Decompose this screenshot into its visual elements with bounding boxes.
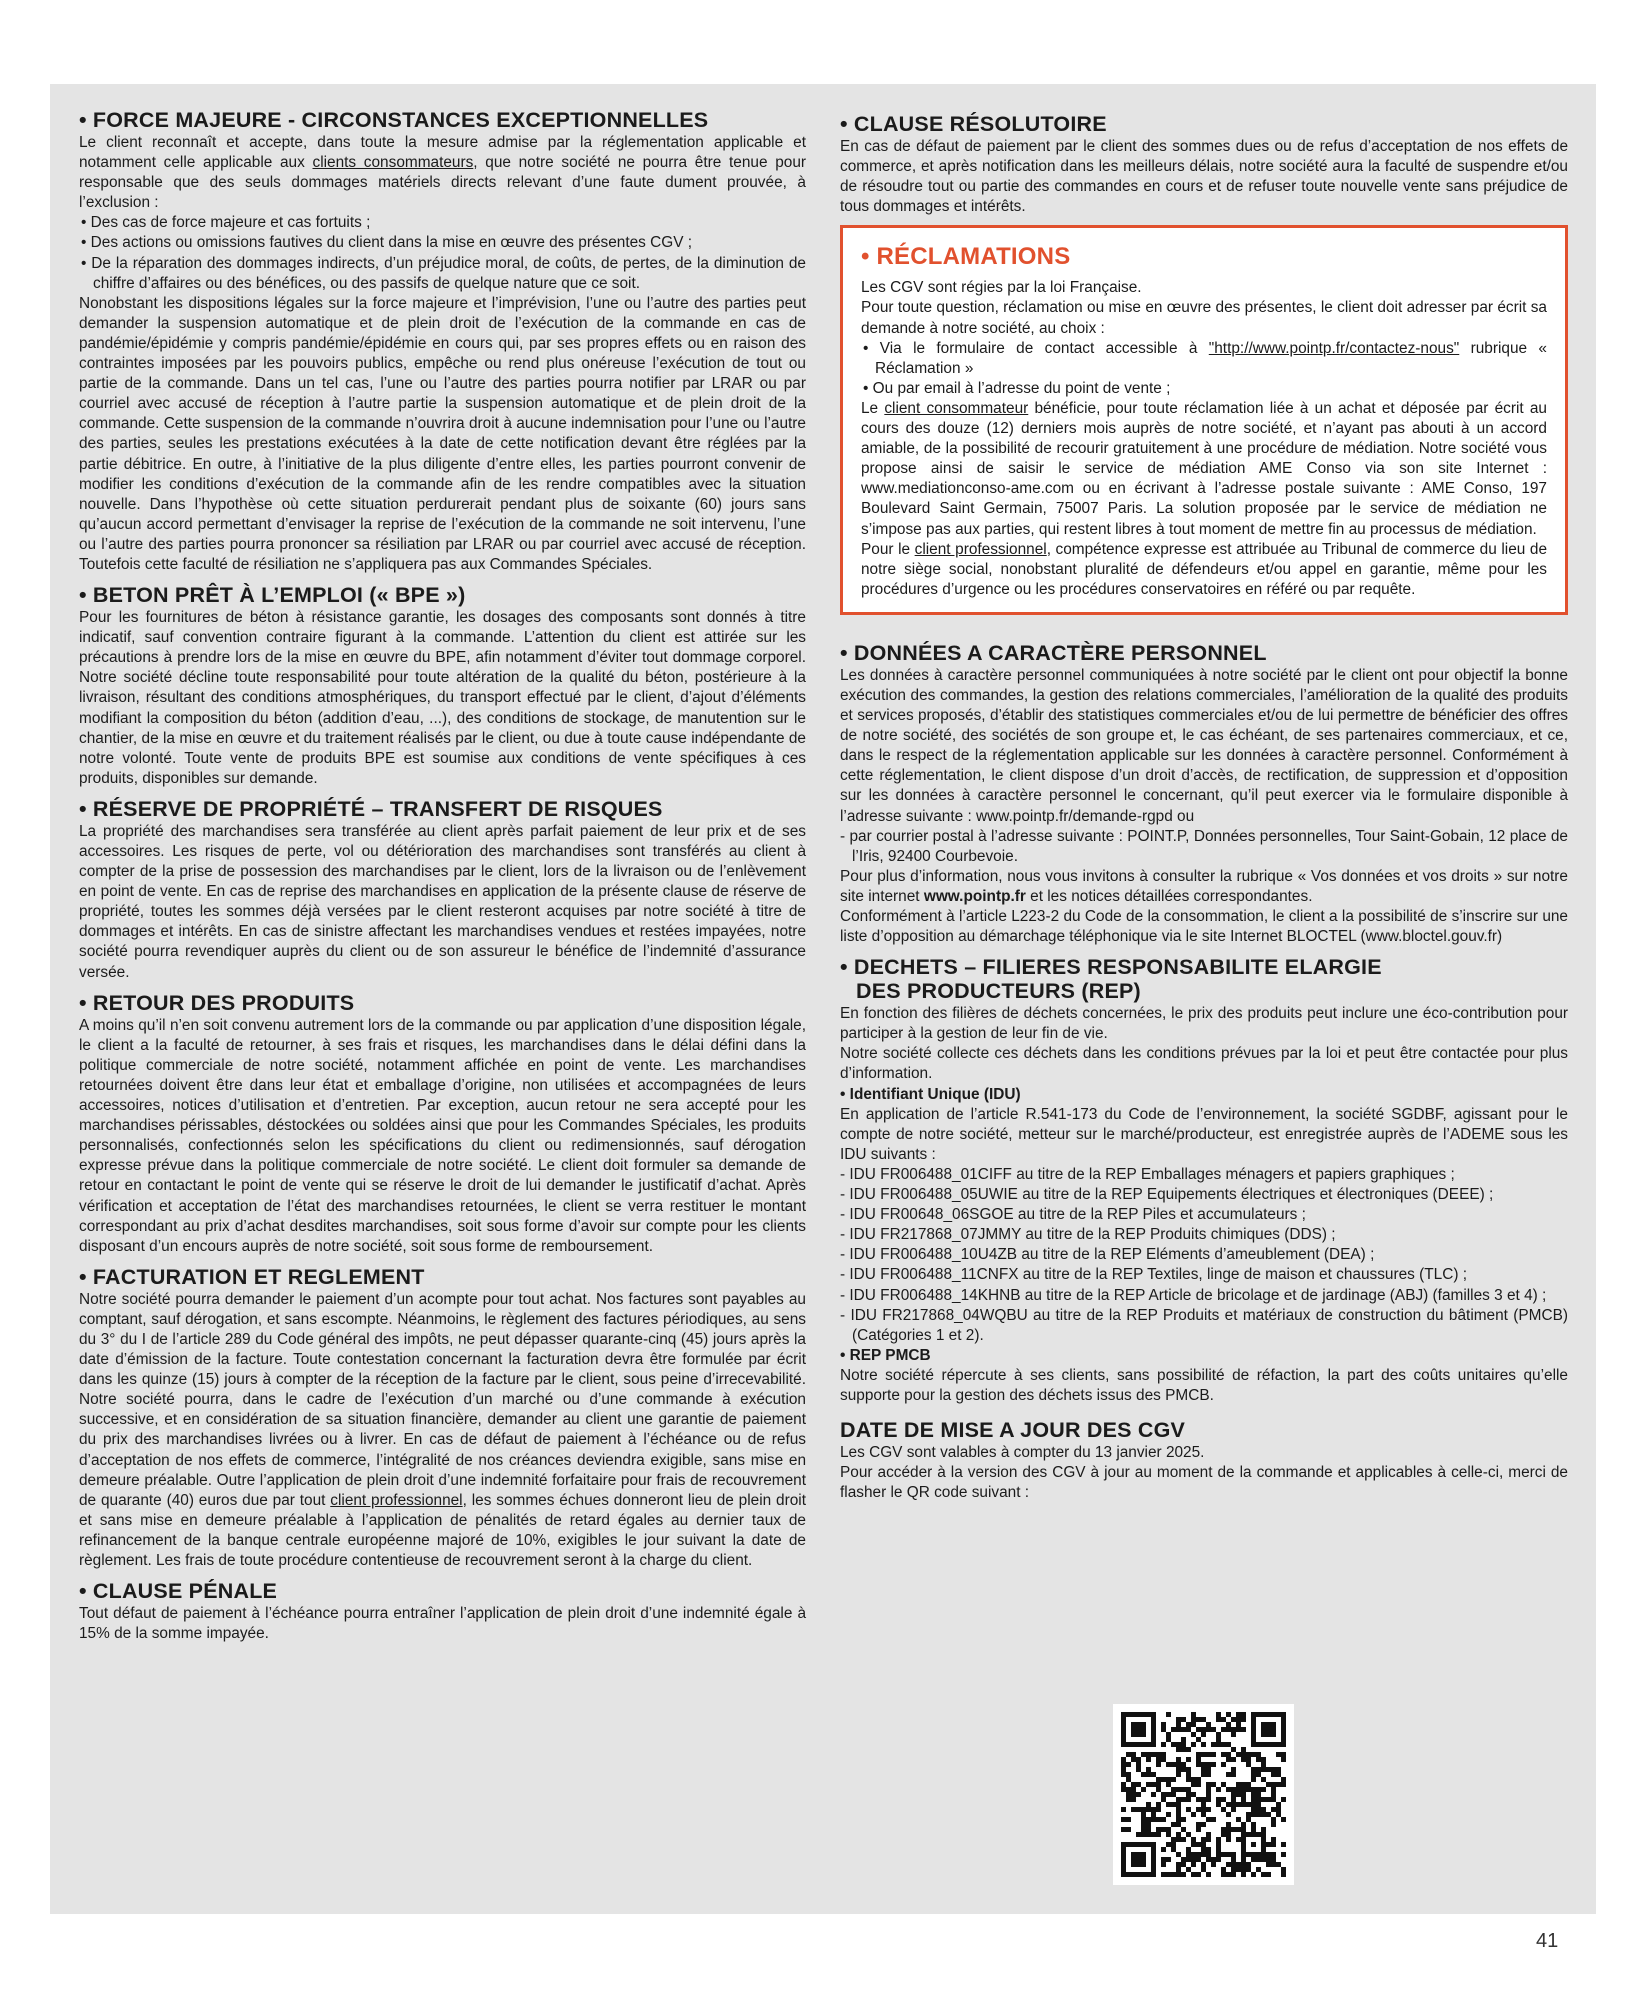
left-column: [79, 108, 806, 1652]
client-professionnel-link[interactable]: client professionnel: [330, 1491, 463, 1509]
section-facturation: [79, 1265, 806, 1571]
dechets-contact: Notre société collecte ces déchets dans les conditions prévues par la loi et peut être contactée pour plus d’information.: [840, 1045, 1568, 1083]
reclamations-box: [840, 225, 1568, 615]
page-number: 41: [1536, 1930, 1559, 1952]
idu-item: - IDU FR006488_14KHNB au titre de la REP Article de bricolage et de jardinage (ABJ) (familles 3 et 4) ;: [840, 1286, 1547, 1304]
clients-consommateurs-link[interactable]: clients consommateurs: [312, 154, 474, 172]
reserve-title: • RÉSERVE DE PROPRIÉTÉ – TRANSFERT DE RISQUES: [79, 796, 663, 821]
section-force-majeure: [79, 108, 806, 575]
exclusion-item: • Des actions ou omissions fautives du client dans la mise en œuvre des présentes CGV ;: [81, 234, 693, 252]
idu-item: - IDU FR006488_05UWIE au titre de la REP Equipements électriques et électroniques (DEEE) ;: [840, 1186, 1494, 1204]
idu-item: - IDU FR006488_01CIFF au titre de la REP Emballages ménagers et papiers graphiques ;: [840, 1165, 1455, 1183]
client-professionnel-link[interactable]: client professionnel: [914, 540, 1047, 558]
facturation-title: • FACTURATION ET REGLEMENT: [79, 1264, 425, 1289]
idu-intro: En application de l’article R.541-173 du Code de l’environnement, la société SGDBF, agissant pour le compte de notre société, metteur sur le marché/producteur, est enregistrée auprès de l’ADEME sous les IDU suivants :: [840, 1105, 1568, 1163]
force-majeure-title: • FORCE MAJEURE - CIRCONSTANCES EXCEPTIONNELLES: [79, 108, 709, 132]
maj-title: DATE DE MISE A JOUR DES CGV: [840, 1418, 1186, 1443]
section-retour: [79, 991, 806, 1257]
resolutoire-title: • CLAUSE RÉSOLUTOIRE: [840, 112, 1107, 136]
mediation-text: Le client consommateur bénéficie, pour toute réclamation liée à un achat et déposée par écrit au cours des douze (12) derniers mois auprès de notre société, et n’ayant pas abouti à un accord amiable, de la possibilité de recourir gratuitement à une procédure de médiation. Notre société vous propose ainsi de saisir le service de médiation AME Conso via son site Internet : www.mediationconso-ame.com ou en écrivant à l’adresse postale suivante : AME Conso, 197 Boulevard Saint Germain, 75007 Paris. La solution proposée par le service de médiation ne s’impose pas aux parties, qui restent libres à tout moment de mettre fin au processus de médiation.: [861, 399, 1547, 538]
pointp-website[interactable]: www.pointp.fr: [923, 887, 1026, 905]
donnees-bloctel: Conformément à l’article L223-2 du Code de la consommation, le client a la possibilité de s’inscrire sur une liste d’opposition au démarchage téléphonique via le site Internet BLOCTEL (www.bloctel.gouv.fr): [840, 908, 1568, 946]
reclamations-law: Les CGV sont régies par la loi Française.: [861, 279, 1142, 297]
resolutoire-body: En cas de défaut de paiement par le client des sommes dues ou de refus d’acceptation de nos effets de commerce, et après notification dans les meilleurs délais, notre société aura la faculté de suspendre et/ou de résoudre tout ou partie des commandes en cours et de refuser toute nouvelle vente sans préjudice de tous dommages et intérêts.: [840, 138, 1568, 216]
reclamations-intro: Pour toute question, réclamation ou mise en œuvre des présentes, le client doit adresser par écrit sa demande à notre société, au choix :: [861, 299, 1547, 337]
maj-qr-instruction: Pour accéder à la version des CGV à jour au moment de la commande et applicables à celle-ci, merci de flasher le QR code suivant :: [840, 1464, 1568, 1502]
penale-title: • CLAUSE PÉNALE: [79, 1579, 278, 1604]
force-majeure-intro: Le client reconnaît et accepte, dans toute la mesure admise par la réglementation applicable et notamment celle applicable aux clients consommateurs, que notre société ne pourra être tenue pour responsable que des seuls dommages matériels directs relevant d’une faute dument prouvée, à l’exclusion :: [79, 134, 806, 212]
competence-text: Pour le client professionnel, compétence expresse est attribuée au Tribunal de commerce du lieu de notre siège social, nonobstant pluralité de défendeurs et/ou appel en garantie, même pour les procédures d’urgence ou les procédures conservatoires en référé ou par requête.: [861, 540, 1547, 598]
maj-date: Les CGV sont valables à compter du 13 janvier 2025.: [840, 1444, 1205, 1462]
reclamations-item: • Via le formulaire de contact accessible à "http://www.pointp.fr/contactez-nous" rubrique « Réclamation »: [863, 339, 1547, 377]
bpe-title: • BETON PRÊT À L’EMPLOI (« BPE »): [79, 583, 466, 608]
penale-body: Tout défaut de paiement à l’échéance pourra entraîner l’application de plein droit d’une indemnité égale à 15% de la somme impayée.: [79, 1605, 806, 1643]
donnees-title: • DONNÉES A CARACTÈRE PERSONNEL: [840, 640, 1267, 665]
dechets-title: • DECHETS – FILIERES RESPONSABILITE ELARGIE DES PRODUCTEURS (REP): [840, 955, 1382, 1004]
exclusion-item: • De la réparation des dommages indirects, d’un préjudice moral, de coûts, de pertes, de la diminution de chiffre d’affaires ou des bénéfices, ou des passifs de quelque nature que ce soit.: [81, 254, 806, 292]
bpe-body: Pour les fournitures de béton à résistance garantie, les dosages des composants sont donnés à titre indicatif, sauf convention contraire figurant à la commande. L’attention du client est attirée sur les précautions à prendre lors de la mise en œuvre du BPE, afin notamment d’éviter tout dommage corporel. Notre société décline toute responsabilité pour toute altération de la qualité du béton, postérieure à la livraison, résultant des conditions atmosphériques, du transport effectué par le client, d’ajout d’éléments modifiant la composition du béton (addition d’eau, ...), des conditions de stockage, de manutention sur le chantier, de la mise en œuvre et du traitement réalisés par le client, ou due à toute cause indépendante de notre volonté. Toute vente de produits BPE est soumise aux conditions de vente spécifiques à ces produits, disponibles sur demande.: [79, 609, 806, 787]
reclamations-title: • RÉCLAMATIONS: [861, 243, 1071, 271]
retour-body: A moins qu’il n’en soit convenu autrement lors de la commande ou par application d’une disposition légale, le client a la faculté de retourner, à ses frais et risques, les marchandises dans le délai défini dans la politique commerciale de notre société, notamment affichée en point de vente. Les marchandises retournées doivent être dans leur état et emballage d’origine, non utilisées et accompagnées de leurs accessoires, notices d’utilisation et d’entretien. Par exception, aucun retour ne sera accepté pour les marchandises périssables, déstockées ou soldées ainsi que pour les Commandes Spéciales, les produits personnalisés, confectionnés selon les spécifications du client ou redimensionnés, sauf dérogation expresse prévue dans la politique commerciale de notre société. Le client doit formuler sa demande de retour en contactant le point de vente qui se réserve le droit de lui demander le justificatif d’achat. Après vérification et acceptation de l’état des marchandises retournées, le client se verra restituer le montant correspondant au prix d’achat desdites marchandises, soit sous forme d’avoir sur compte pour les clients disposant d’un encours auprès de notre société, soit sous forme de remboursement.: [79, 1016, 806, 1255]
donnees-postal: - par courrier postal à l’adresse suivante : POINT.P, Données personnelles, Tour Saint-Gobain, 12 place de l’Iris, 92400 Courbevoie.: [840, 827, 1568, 865]
idu-item: - IDU FR00648_06SGOE au titre de la REP Piles et accumulateurs ;: [840, 1206, 1306, 1224]
qr-code[interactable]: [1113, 1704, 1294, 1885]
reclamations-item: • Ou par email à l’adresse du point de vente ;: [863, 379, 1171, 397]
dechets-intro: En fonction des filières de déchets concernées, le prix des produits peut inclure une éco-contribution pour participer à la gestion de leur fin de vie.: [840, 1005, 1568, 1043]
idu-item: - IDU FR217868_07JMMY au titre de la REP Produits chimiques (DDS) ;: [840, 1226, 1336, 1244]
idu-item: - IDU FR217868_04WQBU au titre de la REP Produits et matériaux de construction du bâtiment (PMCB) (Catégories 1 et 2).: [840, 1306, 1568, 1344]
idu-item: - IDU FR006488_11CNFX au titre de la REP Textiles, linge de maison et chaussures (TLC) ;: [840, 1266, 1468, 1284]
section-penale: [79, 1579, 806, 1644]
donnees-info: Pour plus d’information, nous vous invitons à consulter la rubrique « Vos données et vos droits » sur notre site internet www.pointp.fr et les notices détaillées correspondantes.: [840, 867, 1568, 905]
force-majeure-body: Nonobstant les dispositions légales sur la force majeure et l’imprévision, l’une ou l’autre des parties peut demander la suspension automatique et de plein droit de l’exécution de la commande en cas de pandémie/épidémie y compris pandémie/épidémie en cours qui, par ses propres effets ou en raison des contraintes imposées par les pouvoirs publics, empêche ou rend plus onéreuse l’exécution de tout ou partie de la commande. Dans un tel cas, l’une ou l’autre des parties pourra notifier par LRAR ou par courriel avec accusé de réception à l’autre partie la suspension automatique et de plein droit de la commande. Cette suspension de la commande n’ouvrira droit à aucune indemnisation pour l’une ou l’autre des parties, seules les prestations exécutées à la date de cette notification devant être réglées par la partie débitrice. En outre, à l’initiative de la plus diligente d’entre elles, les parties pourront convenir de modifier les conditions d’exécution de la commande afin de les rendre compatibles avec la situation nouvelle. Dans l’hypothèse où cette situation perdurerait pendant plus de soixante (60) jours sans qu’aucun accord permettant d’envisager la reprise de l’exécution de la commande ne soit intervenu, l’une ou l’autre des parties pourra prononcer sa résiliation par LRAR ou par courriel avec accusé de réception. Toutefois cette faculté de résiliation ne s’appliquera pas aux Commandes Spéciales.: [79, 294, 806, 573]
pmcb-title: • REP PMCB: [840, 1346, 931, 1364]
reserve-body: La propriété des marchandises sera transférée au client après parfait paiement de leur prix et de ses accessoires. Les risques de perte, vol ou détérioration des marchandises sont transférés au client à compter de la prise de possession des marchandises par le client, lors de la livraison ou de l’enlèvement en point de vente. En cas de reprise des marchandises en application de la présente clause de réserve de propriété, toutes les sommes déjà versées par le client resteront acquises par notre société à titre de dommages et intérêts. En cas de sinistre affectant les marchandises vendues et restées impayées, notre société pourra revendiquer auprès du client ou de son assureur le bénéfice de l’indemnité d’assurance versée.: [79, 822, 806, 981]
right-column: [840, 112, 1568, 1511]
idu-item: - IDU FR006488_10U4ZB au titre de la REP Eléments d’ameublement (DEA) ;: [840, 1246, 1375, 1264]
section-dechets: [840, 955, 1568, 1406]
idu-title: • Identifiant Unique (IDU): [840, 1085, 1021, 1103]
section-resolutoire: [840, 112, 1568, 217]
section-bpe: [79, 583, 806, 789]
contact-form-link[interactable]: "http://www.pointp.fr/contactez-nous": [1208, 339, 1460, 357]
exclusion-item: • Des cas de force majeure et cas fortuits ;: [81, 214, 371, 232]
qr-code-icon: [1113, 1704, 1294, 1885]
client-consommateur-link[interactable]: client consommateur: [884, 399, 1029, 417]
donnees-body: Les données à caractère personnel communiquées à notre société par le client ont pour objectif la bonne exécution des commandes, la gestion des relations commerciales, l’amélioration de la qualité des produits et services proposés, d’établir des statistiques commerciales et/ou de lui permettre de bénéficier des offres de notre société, des sociétés de son groupe et, le cas échéant, de ses partenaires commerciaux, et ce, dans le respect de la réglementation applicable sur les données à caractère personnel. Conformément à cette réglementation, le client dispose d’un droit d’accès, de rectification, de suppression et d’opposition sur les données à caractère personnel le concernant, qu’il peut exercer via le formulaire disponible à l’adresse suivante : www.pointp.fr/demande-rgpd ou: [840, 666, 1568, 825]
facturation-body: Notre société pourra demander le paiement d’un acompte pour tout achat. Nos factures sont payables au comptant, sauf dérogation, et sans escompte. Néanmoins, le règlement des factures périodiques, au sens du 3° du I de l’article 289 du Code général des impôts, ne peut dépasser quarante-cinq (45) jours après la date d’émission de la facture. Toute contestation concernant la facturation devra être formulée par écrit dans les quinze (15) jours à compter de la réception de la facture par le client, sous peine d’irrecevabilité. Notre société pourra, dans le cadre de l’exécution d’un marché ou d’une commande à exécution successive, et en considération de sa situation financière, demander au client une garantie de paiement du prix des marchandises livrées ou à livrer. En cas de défaut de paiement à l’échéance ou de refus d’acceptation de nos effets de commerce, l’intégralité de nos créances deviendra exigible, sans mise en demeure préalable. Outre l’application de plein droit d’une indemnité forfaitaire pour frais de recouvrement de quarante (40) euros due par tout client professionnel, les sommes échues donneront lieu de plein droit et sans mise en demeure préalable à l’application de pénalités de retard égales au dernier taux de refinancement de la banque centrale européenne majoré de 10%, exigibles le jour suivant la date de règlement. Les frais de toute procédure contentieuse de recouvrement seront à la charge du client.: [79, 1290, 806, 1569]
section-reserve: [79, 797, 806, 983]
pmcb-text: Notre société répercute à ses clients, sans possibilité de réfaction, la part des coûts unitaires qu’elle supporte pour la gestion des déchets issus des PMCB.: [840, 1366, 1568, 1404]
retour-title: • RETOUR DES PRODUITS: [79, 990, 355, 1015]
section-donnees: [840, 641, 1568, 947]
section-maj: [840, 1418, 1568, 1503]
